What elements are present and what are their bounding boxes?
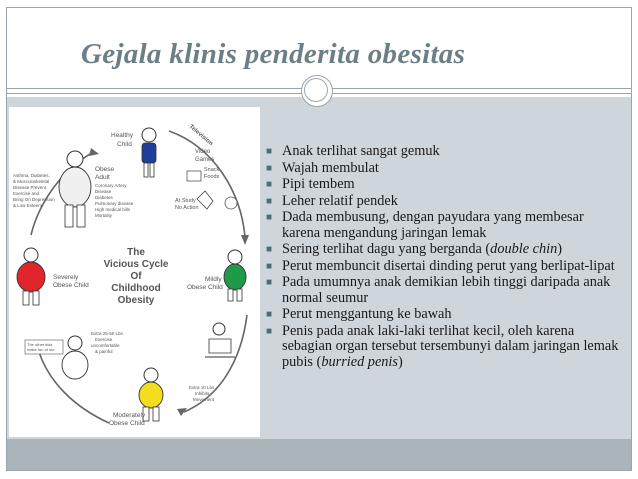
svg-text:make fun of me: make fun of me [27, 347, 55, 352]
square-bullet-icon: ■ [266, 244, 273, 255]
svg-text:Obese: Obese [95, 166, 115, 173]
svg-text:Extra 10 Lbs.: Extra 10 Lbs. [189, 385, 216, 390]
svg-text:& painful: & painful [95, 349, 113, 354]
symptom-list [265, 144, 625, 371]
center-line-4: Childhood [111, 283, 161, 294]
svg-text:Obese Child: Obese Child [109, 420, 145, 427]
list-item: ■ Penis pada anak laki-laki terlihat kecil, oleh karena sebagian organ tersebut tersembunyi dalam jaringan lemak pubis (burried penis) [266, 322, 619, 370]
square-bullet-icon: ■ [266, 212, 273, 223]
svg-text:Foods: Foods [204, 174, 220, 180]
list-item: ■ Dada membusung, dengan payudara yang membesar karena mengandung jaringan lemak [266, 209, 584, 241]
square-bullet-icon: ■ [266, 277, 273, 288]
svg-text:Inhibits: Inhibits [195, 391, 210, 396]
obese-adult-label [95, 166, 115, 181]
severely-label [53, 274, 89, 289]
svg-text:Diabetes: Diabetes [95, 195, 113, 200]
center-line-1: The [127, 247, 145, 258]
svg-text:& Low Esteem: & Low Esteem [13, 203, 43, 208]
severely-obese-child [17, 248, 45, 305]
circle-ornament-icon [302, 76, 332, 106]
square-bullet-icon: ■ [266, 309, 273, 320]
svg-text:Video: Video [195, 149, 211, 155]
svg-text:Snack: Snack [204, 167, 220, 173]
svg-text:Disease Prevent: Disease Prevent [13, 185, 47, 190]
moderately-label [109, 412, 146, 427]
svg-text:uncomfortable: uncomfortable [91, 343, 120, 348]
square-bullet-icon: ■ [266, 162, 273, 174]
center-line-5: Obesity [117, 295, 155, 306]
svg-text:Asthma, Diabetes,: Asthma, Diabetes, [13, 173, 50, 178]
mildly-obese-child [224, 250, 246, 301]
svg-text:Pulmonary disease: Pulmonary disease [95, 201, 134, 206]
list-item: ■ Pipi tembem [266, 176, 355, 192]
list-item: ■ Leher relatif pendek [266, 192, 398, 209]
square-bullet-icon: ■ [266, 195, 273, 207]
svg-text:At Study: At Study [175, 198, 196, 204]
list-item: ■ Pada umumnya anak demikian lebih tinggi daripada anak normal seumur [266, 274, 611, 306]
arrow-head-1 [241, 235, 249, 245]
svg-text:Obese Child: Obese Child [53, 282, 89, 289]
list-item: ■ Anak terlihat sangat gemuk [266, 143, 440, 159]
svg-text:Mortality: Mortality [95, 213, 113, 218]
svg-text:No Action: No Action [175, 205, 199, 211]
obese-adult [59, 151, 91, 227]
left-notes [13, 173, 55, 208]
svg-text:Coronary Artery: Coronary Artery [95, 183, 127, 188]
center-line-2: Vicious Cycle [103, 259, 169, 270]
center-line-3: Of [130, 271, 142, 282]
desk-child [205, 323, 235, 357]
svg-text:Healthy: Healthy [111, 132, 134, 139]
footer-bar [7, 439, 631, 470]
arrow-head-4 [89, 148, 99, 156]
svg-text:Disease: Disease [95, 189, 112, 194]
square-bullet-icon: ■ [266, 260, 273, 272]
svg-text:High medical bills: High medical bills [95, 207, 131, 212]
mildly-label [187, 276, 223, 291]
extra-25-note [91, 331, 124, 354]
list-item: ■ Perut membuncit disertai dinding perut yang berlipat-lipat [266, 257, 615, 274]
square-bullet-icon: ■ [266, 146, 273, 157]
square-bullet-icon: ■ [266, 179, 273, 190]
slide-title: Gejala klinis penderita obesitas [81, 38, 466, 70]
other-kids-group [25, 336, 88, 379]
square-bullet-icon: ■ [266, 325, 273, 337]
adult-notes [95, 183, 134, 218]
svg-text:Moderately: Moderately [113, 412, 146, 419]
svg-text:Adult: Adult [95, 174, 110, 181]
list-item: ■ Sering terlihat dagu yang berganda (double chin) [266, 241, 563, 257]
svg-text:& Musculoskeletal: & Musculoskeletal [13, 179, 50, 184]
svg-text:Obese Child: Obese Child [187, 284, 223, 291]
svg-text:Television: Television [187, 123, 214, 148]
center-title [104, 247, 169, 306]
vicious-cycle-diagram [9, 107, 260, 437]
svg-text:Exercise and: Exercise and [13, 191, 40, 196]
svg-text:The other kids: The other kids [27, 342, 53, 347]
svg-text:Bring On Depression: Bring On Depression [13, 197, 55, 202]
svg-text:Extra 25-50 Lbs.: Extra 25-50 Lbs. [91, 331, 125, 336]
svg-text:Mildly: Mildly [205, 276, 222, 283]
svg-text:Severely: Severely [53, 274, 79, 281]
svg-text:Exercise: Exercise [95, 337, 113, 342]
healthy-label [111, 132, 134, 148]
svg-text:Games: Games [195, 157, 215, 163]
vicious-cycle-figure [9, 107, 260, 437]
healthy-child [142, 128, 156, 177]
svg-text:Child: Child [117, 141, 132, 148]
list-item: ■ Perut menggantung ke bawah [266, 306, 452, 322]
list-item: ■ Wajah membulat [266, 159, 379, 176]
cycle-arrow-1 [169, 131, 245, 237]
svg-text:Movement: Movement [193, 397, 215, 402]
